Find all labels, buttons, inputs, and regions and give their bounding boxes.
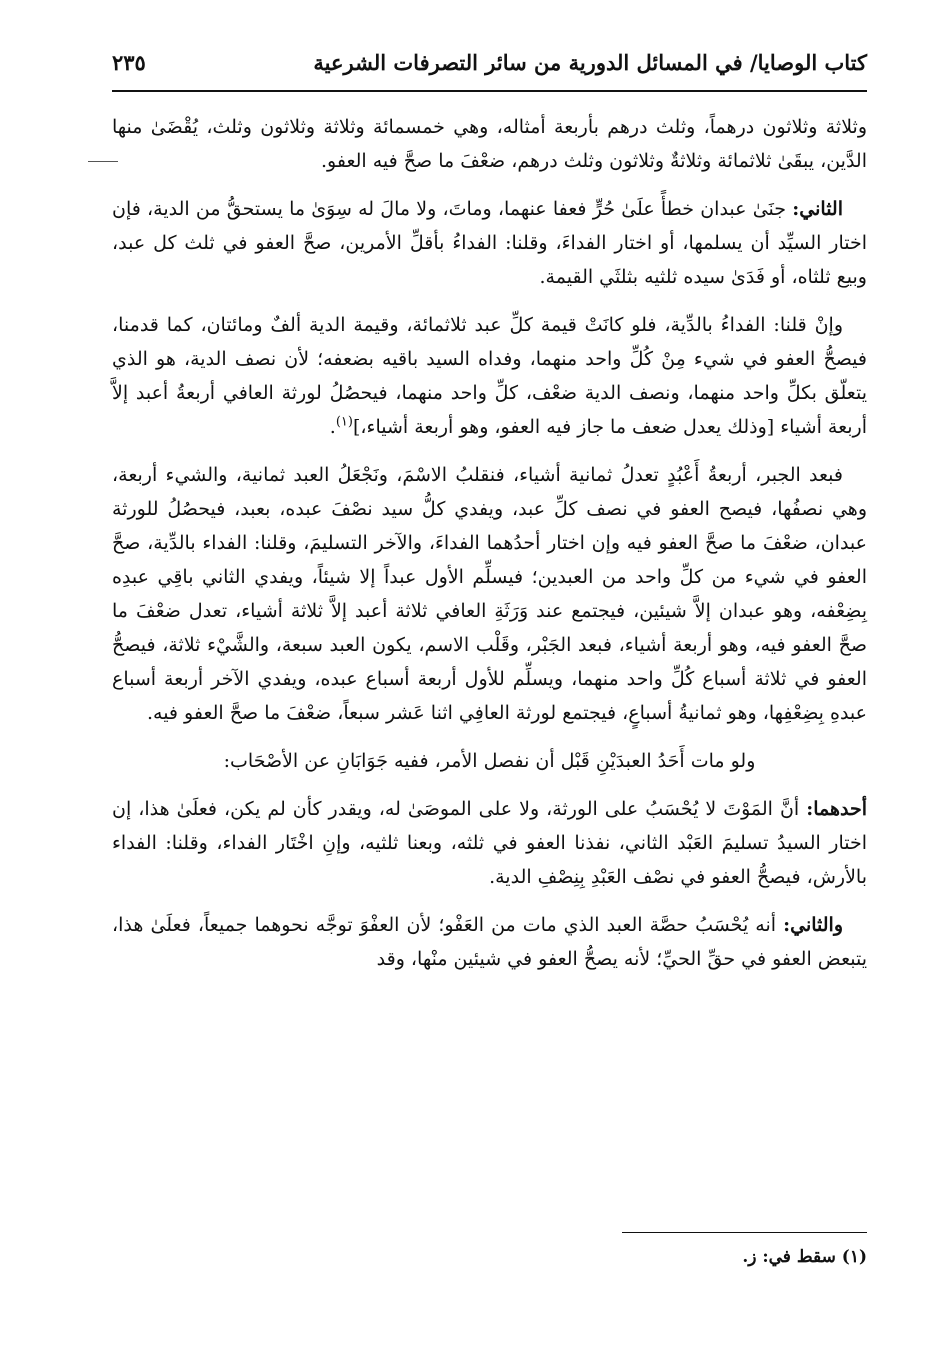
paragraph-text: أنَّ المَوْتَ لا يُحْسَبُ على الورثة، ولا على الموصَىٰ له، ويقدر كأن لم يكن، فعلَىٰ هذا، إن اختار السيدُ تسليمَ العَبْد الثاني، نفذنا العفو في ثلثه، وبعنا ثلثيه، وإنِ اخْتَار الفداء، وقلنا: الفداء بالأرش، فيصحُّ العفو في نصْف العَبْدِ بِنِصْفِ الدية. (112, 798, 867, 888)
paragraph-text: ولو مات أَحَدُ العبدَيْنِ قَبْل أن نفصل الأمر، ففيه جَوَابَانِ عن الأصْحَاب: (223, 750, 756, 772)
paragraph-5 (112, 744, 867, 778)
footnote (112, 1242, 867, 1272)
footnote-reference[interactable]: (١) (335, 414, 353, 430)
paragraph-lead: والثاني: (783, 914, 843, 936)
paragraph-2 (112, 192, 867, 294)
paragraph-text: وثلاثة وثلاثون درهماً، وثلث درهم بأربعة أمثاله، وهي خمسمائة وثلاثة وثلاثون وثلث، يُقْضَىٰ منها الدَّين، يبقَىٰ ثلاثمائة وثلاثةٌ وثلاثون وثلث درهم، ضعْفَ ما صحَّ فيه العفو. (112, 116, 867, 172)
paragraph-4 (112, 458, 867, 730)
page-number: ٢٣٥ (112, 49, 146, 75)
header-rule (112, 90, 867, 92)
footnote-rule (622, 1232, 867, 1233)
paragraph-1 (112, 110, 867, 178)
paragraph-text: فبعد الجبر، أربعةُ أَعْبُدٍ تعدلُ ثمانية أشياء، فنقلبُ الاسْمَ، ونَجْعَلُ العبد ثمانية، والشيء أربعة، وهي نصفُها، فيصح العفو في نصف كلِّ عبد، ويفدي كلُّ سيد نصْفَ عبده، بعبد، فيحصُلُ للورثة عبدان، ضعْفَ ما صحَّ العفو فيه وإن اختار أحدُهما الفداءَ، والآخر التسليمَ، وقلنا: الفداء بالدِّية، صحَّ العفو في شيء من كلِّ واحد من العبدين؛ فيسلِّم الأول عبداً إلا شيئاً، ويفدي الثاني باقِي عبدِه بِضِعْفه، وهو عبدان إلاَّ شيئين، فيجتمع عند وَرَثَةِ العافي ثلاثة أعبد إلاَّ ثلاثة أشياء، تعدل ضعْفَ ما صحَّ العفو فيه، وهو أربعة أشياء، فبعد الجَبْر، وقَلْب الاسم، يكون العبد سبعة، والشَّيْء ثلاثة، فيصحُّ العفو في ثلاثة أسباع كُلِّ واحد منهما، ويسلِّم للأول أربعة أسباع عبده، ويفدي الآخر أربعة أسباع عبدهِ بِضِعْفِها، وهو ثمانيةُ أسباعٍ، فيجتمع لورثة العافِي اثنا عَشر سبعاً، ضعْفَ ما صحَّ العفو فيه. (112, 464, 867, 724)
footnote-number: (١) (841, 1247, 867, 1267)
paragraph-text: أنه يُحْسَبُ حصَّة العبد الذي مات من العَفْو؛ لأن العفْوَ توجَّه نحوهما جميعاً، فعلَىٰ هذا، يتبعض العفو في حقِّ الحيِّ؛ لأنه يصحُّ العفو في شيئين منْها، وقد (112, 914, 867, 970)
main-text (112, 110, 867, 990)
paragraph-text: وإنْ قلنا: الفداءُ بالدِّية، فلو كانَتْ قيمة كلِّ عبد ثلاثمائة، وقيمة الدية ألفٌ ومائتان، كما قدمنا، فيصحُّ العفو في شيء مِنْ كُلِّ واحد منهما، وفداه السيد باقيه بضعفه؛ لأن نصف الدية، هو الذي يتعلّق بكلِّ واحد منهما، ونصف الدية ضعْف، كلِّ واحد منهما، فيحصُلُ لورثة العافي أربعةُ أعبد إلاَّ أربعة أشياء [وذلك يعدل ضعف ما جاز فيه العفو، وهو أربعة أشياء،] (112, 314, 867, 438)
paragraph-text: جنَىٰ عبدان خطأً علَىٰ حُرٍّ فعفا عنهما، وماتَ، ولا مالَ له سِوَىٰ ما يستحقُّ من الدية، فإن اختار السيِّد أن يسلمها، أو اختار الفداءَ، وقلنا: الفداءُ بأقلِّ الأمرين، صحَّ العفو في ثلث كل عبد، وبيع ثلثاه، أو فَدَىٰ سيده ثلثيه بثلثَي القيمة. (112, 198, 867, 288)
footnote-text: سقط في: ز. (742, 1247, 836, 1267)
paragraph-lead: الثاني: (792, 198, 843, 220)
paragraph-6 (112, 792, 867, 894)
running-header (112, 42, 867, 82)
paragraph-7 (112, 908, 867, 976)
paragraph-tail: . (329, 416, 336, 438)
paragraph-3 (112, 308, 867, 444)
paragraph-lead: أحدهما: (806, 798, 867, 820)
running-title: كتاب الوصايا/ في المسائل الدورية من سائر التصرفات الشرعية (313, 49, 867, 75)
